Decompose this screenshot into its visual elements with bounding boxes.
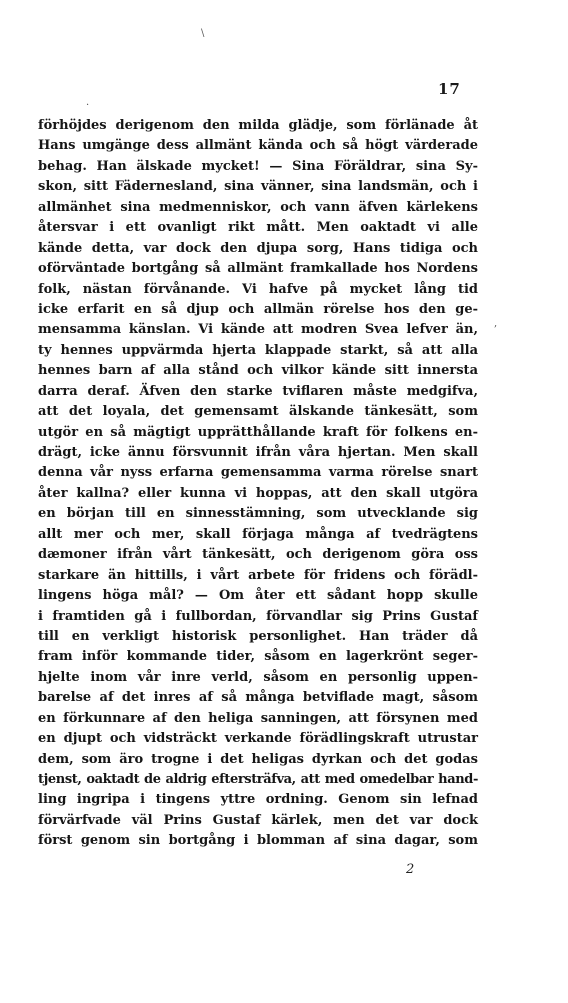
- text-line: åter kallna? eller kunna vi hoppas, att den skall utgöra: [38, 485, 478, 501]
- text-line: en förkunnare af den heliga sanningen, att försynen med: [38, 710, 478, 726]
- scan-speck: \: [201, 28, 205, 39]
- text-line: ty hennes uppvärmda hjerta klappade starkt, så att alla: [38, 342, 478, 358]
- text-line: hennes barn af alla stånd och vilkor kände sitt innersta: [38, 363, 478, 379]
- text-line: oförväntade bortgång så allmänt framkallade hos Nordens: [38, 261, 478, 277]
- text-line: först genom sin bortgång i blomman af sina dagar, som: [38, 833, 478, 849]
- text-line: förhöjdes derigenom den milda glädje, som förlänade åt: [38, 118, 478, 133]
- text-line: darra deraf. Äfven den starke tviflaren måste medgifva,: [38, 383, 478, 399]
- text-line: lingens höga mål? — Om åter ett sådant hopp skulle: [38, 588, 478, 604]
- scan-speck: ·: [86, 100, 90, 111]
- text-line: kände detta, var dock den djupa sorg, Hans tidiga och: [38, 240, 478, 256]
- text-line: allmänhet sina medmenniskor, och vann äfven kärlekens: [38, 199, 478, 215]
- text-line: dem, som äro trogne i det heligas dyrkan och det godas: [38, 751, 478, 767]
- text-line: ling ingripa i tingens yttre ordning. Genom sin lefnad: [38, 792, 478, 808]
- text-line: återsvar i ett ovanligt rikt mått. Men oaktadt vi alle: [38, 220, 478, 236]
- body-text: [38, 116, 478, 852]
- text-line: hjelte inom vår inre verld, såsom en personlig uppen-: [38, 669, 478, 685]
- text-line: till en verkligt historisk personlighet. Han träder då: [38, 628, 478, 644]
- text-line: denna vår nyss erfarna gemensamma varma rörelse snart: [38, 465, 478, 481]
- text-line: behag. Han älskade mycket! — Sina Föräldrar, sina Sy-: [38, 158, 478, 174]
- text-line: utgör en så mägtigt upprätthållande kraft för folkens en-: [38, 424, 478, 440]
- text-line: fram inför kommande tider, såsom en lagerkrönt seger-: [38, 649, 478, 665]
- text-line: att det loyala, det gemensamt älskande tänkesätt, som: [38, 404, 478, 420]
- text-line: folk, nästan förvånande. Vi hafve på mycket lång tid: [38, 281, 478, 297]
- text-line: förvärfvade väl Prins Gustaf kärlek, men det var dock: [38, 812, 478, 828]
- text-line: en början till en sinnesstämning, som utvecklande sig: [38, 506, 478, 522]
- signature-mark: 2: [406, 862, 415, 877]
- text-line: dæmoner ifrån vårt tänkesätt, och derigenom göra oss: [38, 547, 478, 563]
- text-line: tjenst, oaktadt de aldrig eftersträfva, att med omedelbar hand-: [38, 772, 478, 787]
- text-line: Hans umgänge dess allmänt kända och så högt värderade: [38, 138, 478, 154]
- text-line: starkare än hittills, i vårt arbete för fridens och förädl-: [38, 567, 478, 583]
- scan-speck: ,: [494, 318, 498, 329]
- text-line: icke erfarit en så djup och allmän rörelse hos den ge-: [38, 301, 478, 317]
- text-line: drägt, icke ännu försvunnit ifrån våra hjertan. Men skall: [38, 445, 478, 460]
- text-line: barelse af det inres af så många betviflade magt, såsom: [38, 690, 478, 706]
- page-number: 17: [438, 80, 461, 98]
- text-line: allt mer och mer, skall förjaga många af tvedrägtens: [38, 526, 478, 542]
- text-line: en djupt och vidsträckt verkande förädlingskraft utrustar: [38, 731, 478, 747]
- text-line: i framtiden gå i fullbordan, förvandlar sig Prins Gustaf: [38, 608, 478, 624]
- text-line: mensamma känslan. Vi kände att modren Svea lefver än,: [38, 322, 478, 338]
- text-line: skon, sitt Fädernesland, sina vänner, sina landsmän, och i: [38, 179, 478, 195]
